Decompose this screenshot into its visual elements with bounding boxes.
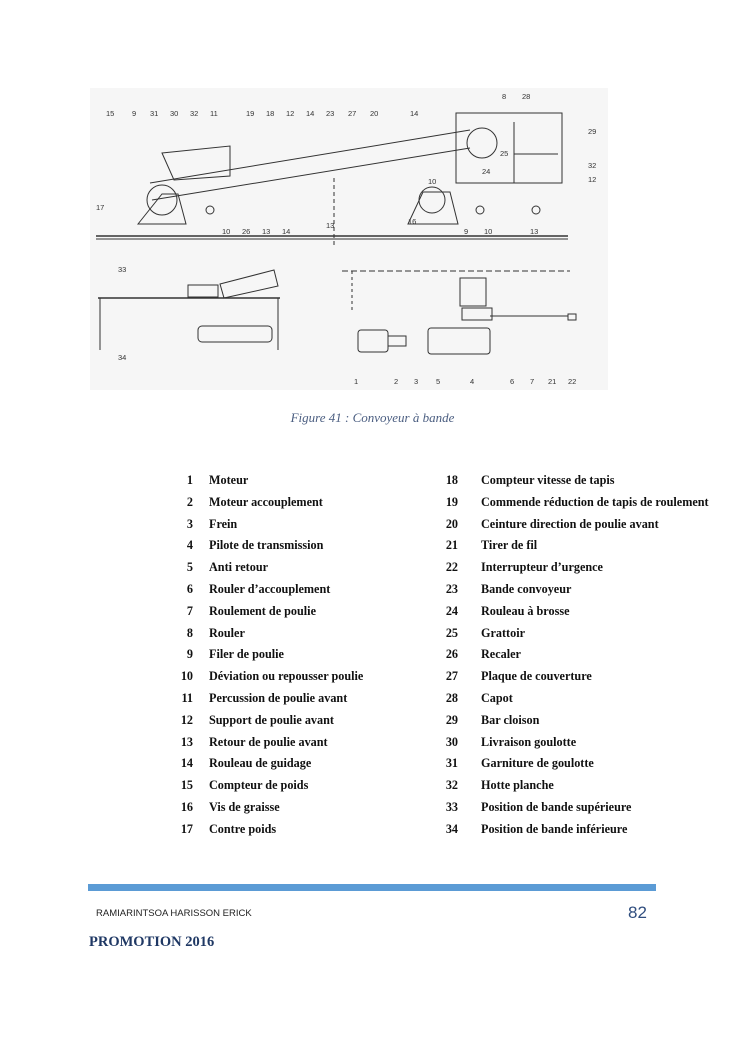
callout-4: 4 [470, 377, 475, 386]
callout-23: 23 [326, 109, 335, 118]
callout-32b: 32 [588, 161, 597, 170]
callout-18: 18 [266, 109, 275, 118]
legend-item [436, 688, 709, 710]
callout-25: 25 [500, 149, 509, 158]
legend-label: Retour de poulie avant [209, 734, 328, 749]
legend-label: Capot [481, 690, 513, 705]
legend-label: Contre poids [209, 821, 277, 836]
legend-item [436, 535, 709, 557]
callout-14c: 14 [282, 227, 291, 236]
callout-20: 20 [370, 109, 379, 118]
legend-label: Position de bande supérieure [481, 799, 632, 814]
legend-item [168, 775, 363, 797]
legend-item [436, 601, 709, 623]
legend-number: 1 [186, 473, 193, 487]
legend-item [168, 470, 363, 492]
callout-31: 31 [150, 109, 159, 118]
callout-3: 3 [414, 377, 419, 386]
legend-label: Moteur [209, 473, 249, 487]
legend-label: Interrupteur d’urgence [481, 560, 603, 575]
legend-label: Rouler d’accouplement [209, 581, 331, 596]
legend-item [436, 775, 709, 797]
callout-2: 2 [394, 377, 399, 386]
footer-divider [88, 884, 656, 891]
legend-item [436, 623, 709, 645]
legend-label: Commende réduction de tapis de roulement [481, 494, 709, 509]
callout-11: 11 [210, 109, 218, 118]
legend-item [168, 557, 363, 579]
legend-item [168, 579, 363, 601]
legend-label: Compteur de poids [209, 778, 309, 793]
legend-item [168, 819, 363, 841]
legend-number: 7 [186, 603, 193, 618]
legend-label: Hotte planche [481, 778, 554, 793]
callout-21: 21 [548, 377, 557, 386]
legend-item [168, 535, 363, 557]
legend-number: 14 [180, 756, 193, 771]
legend-number: 17 [180, 821, 193, 836]
legend-label: Support de poulie avant [209, 712, 334, 727]
callout-10c: 10 [484, 227, 493, 236]
legend-label: Rouleau à brosse [481, 603, 570, 618]
legend-number: 15 [180, 778, 193, 793]
legend-label: Moteur accouplement [209, 494, 323, 509]
callout-5: 5 [436, 377, 441, 386]
legend-number: 11 [181, 690, 193, 705]
legend-item [436, 644, 709, 666]
callout-6: 6 [510, 377, 515, 386]
legend-number: 22 [445, 560, 458, 575]
legend-label: Livraison goulotte [481, 734, 577, 749]
callout-29: 29 [588, 127, 597, 136]
callout-22: 22 [568, 377, 577, 386]
legend-number: 12 [180, 712, 193, 727]
legend-number: 34 [445, 821, 458, 836]
legend-item [168, 688, 363, 710]
legend-number: 20 [445, 516, 458, 531]
legend-item [436, 492, 709, 514]
legend-item [436, 797, 709, 819]
legend-number: 29 [445, 712, 458, 727]
legend-label: Anti retour [209, 560, 269, 575]
legend-label: Compteur vitesse de tapis [481, 473, 615, 487]
legend-label: Plaque de couverture [481, 669, 592, 684]
legend-item [168, 492, 363, 514]
callout-13: 13 [262, 227, 271, 236]
legend-label: Rouler [209, 625, 245, 640]
legend-label: Grattoir [481, 625, 525, 640]
callout-13b: 13 [326, 221, 335, 230]
legend-item [436, 753, 709, 775]
legend-number: 9 [186, 647, 193, 662]
legend-number: 25 [445, 625, 458, 640]
legend-number: 10 [180, 669, 193, 684]
callout-32: 32 [190, 109, 199, 118]
callout-12b: 12 [588, 175, 597, 184]
legend-item [436, 579, 709, 601]
legend-number: 8 [186, 625, 193, 640]
legend-item [436, 666, 709, 688]
legend-right-column [436, 470, 709, 841]
legend-label: Garniture de goulotte [481, 756, 594, 771]
legend-item [168, 732, 363, 754]
callout-30: 30 [170, 109, 179, 118]
legend-item [168, 753, 363, 775]
legend-label: Vis de graisse [209, 799, 280, 814]
callout-17: 17 [96, 203, 105, 212]
legend-item [168, 710, 363, 732]
legend-item [168, 623, 363, 645]
legend-number: 24 [445, 603, 458, 618]
callout-15: 15 [106, 109, 115, 118]
legend-label: Roulement de poulie [209, 603, 316, 618]
callout-10: 10 [428, 177, 437, 186]
callout-14b: 14 [410, 109, 419, 118]
author-name: RAMIARINTSOA HARISSON ERICK [96, 908, 252, 919]
legend-label: Déviation ou repousser poulie [209, 669, 364, 684]
legend-label: Percussion de poulie avant [209, 690, 348, 705]
legend-number: 13 [180, 734, 193, 749]
legend-label: Position de bande inférieure [481, 821, 628, 836]
callout-9: 9 [132, 109, 137, 118]
legend-number: 4 [186, 538, 193, 553]
legend-number: 19 [445, 494, 458, 509]
callout-16: 16 [408, 217, 417, 226]
callout-10b: 10 [222, 227, 231, 236]
callout-24: 24 [482, 167, 491, 176]
legend-item [436, 557, 709, 579]
legend-label: Recaler [481, 647, 521, 662]
legend-label: Bar cloison [481, 712, 540, 727]
legend-number: 26 [445, 647, 458, 662]
legend-number: 2 [186, 494, 193, 509]
callout-9b: 9 [464, 227, 469, 236]
callout-33: 33 [118, 265, 127, 274]
callout-8: 8 [502, 92, 507, 101]
legend-item [168, 601, 363, 623]
legend-item [168, 514, 363, 536]
callout-28: 28 [522, 92, 531, 101]
callout-27: 27 [348, 109, 357, 118]
legend-number: 30 [445, 734, 458, 749]
legend-number: 3 [186, 516, 193, 531]
legend-label: Ceinture direction de poulie avant [481, 516, 659, 531]
legend-number: 27 [445, 669, 458, 684]
figure-caption: Figure 41 : Convoyeur à bande [290, 410, 455, 425]
legend-label: Tirer de fil [481, 538, 538, 553]
legend-item [436, 819, 709, 841]
legend-number: 21 [445, 538, 458, 553]
callout-13c: 13 [530, 227, 539, 236]
legend-item [436, 732, 709, 754]
callout-14: 14 [306, 109, 315, 118]
legend-label: Rouleau de guidage [209, 756, 312, 771]
legend-number: 32 [445, 778, 458, 793]
legend-label: Frein [209, 516, 238, 531]
legend-item [168, 644, 363, 666]
legend-label: Filer de poulie [209, 647, 284, 662]
legend-item [168, 666, 363, 688]
legend-number: 28 [445, 690, 458, 705]
legend-number: 5 [186, 560, 193, 575]
legend-number: 33 [445, 799, 458, 814]
page-number: 82 [628, 903, 647, 922]
legend-number: 6 [186, 581, 193, 596]
callout-34: 34 [118, 353, 127, 362]
legend-number: 31 [445, 756, 458, 771]
callout-26: 26 [242, 227, 251, 236]
legend-number: 18 [445, 473, 458, 487]
legend-item [436, 514, 709, 536]
conveyor-diagram [90, 88, 608, 390]
legend-left-column [168, 470, 363, 841]
callout-1: 1 [354, 377, 359, 386]
promotion-label: PROMOTION 2016 [89, 934, 215, 950]
legend-label: Pilote de transmission [209, 538, 324, 553]
legend-item [168, 797, 363, 819]
legend-item [436, 710, 709, 732]
legend-label: Bande convoyeur [481, 581, 572, 596]
legend-number: 16 [180, 799, 193, 814]
callout-19: 19 [246, 109, 255, 118]
legend-item [436, 470, 709, 492]
legend-number: 23 [445, 581, 458, 596]
callout-7: 7 [530, 377, 535, 386]
callout-12: 12 [286, 109, 295, 118]
